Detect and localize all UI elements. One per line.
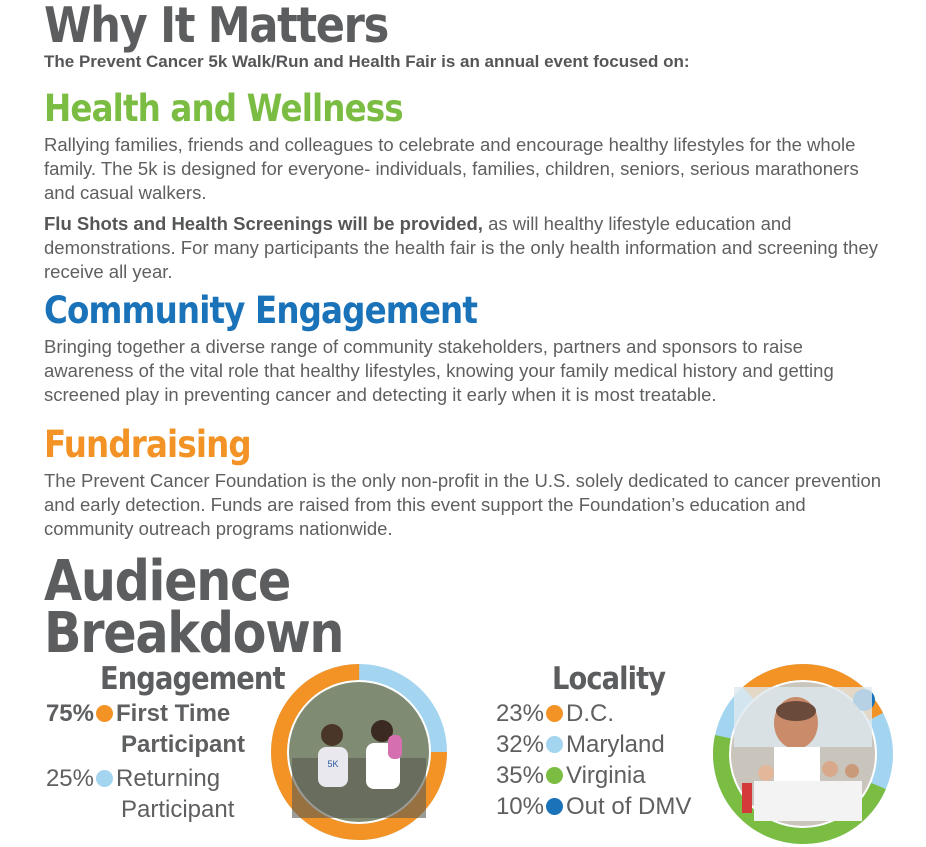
engagement-label: First Time — [116, 700, 231, 727]
engagement-label-line2: Participant — [121, 731, 246, 758]
community-paragraph: Bringing together a diverse range of community stakeholders, partners and sponsors to raise awareness of the vital role that healthy lifestyles, knowing your family medical history and getting screened play in preventing cancer and detecting it early when it is most treatable. — [44, 336, 834, 405]
light-blue-dot-icon — [96, 770, 113, 787]
orange-dot-icon — [546, 705, 563, 722]
blue-dot-icon — [546, 798, 563, 815]
locality-pct: 23% — [495, 700, 544, 727]
locality-donut — [712, 663, 894, 845]
health-paragraph-2 — [44, 212, 894, 284]
health-paragraph-2-rest: as will healthy lifestyle education and demonstrations. For many participants the health fair is the only health information and screening they receive all year. — [44, 213, 878, 282]
light-blue-dot-icon — [546, 736, 563, 753]
orange-dot-icon — [96, 705, 113, 722]
locality-item-maryland — [488, 729, 691, 760]
locality-item-out-of-dmv — [488, 791, 691, 822]
engagement-item-returning — [38, 763, 245, 794]
locality-label: D.C. — [566, 700, 614, 727]
engagement-pct: 75% — [45, 700, 94, 727]
fundraising-heading: Fundraising — [44, 423, 251, 466]
locality-item-virginia — [488, 760, 691, 791]
locality-label: Out of DMV — [566, 793, 692, 820]
engagement-item-first-time — [38, 698, 245, 729]
community-heading: Community Engagement — [44, 289, 478, 332]
locality-pct: 35% — [495, 762, 544, 789]
audience-heading-line1: Audience — [44, 549, 290, 614]
engagement-pct: 25% — [45, 765, 94, 792]
engagement-label: Returning — [116, 765, 221, 792]
locality-heading: Locality — [552, 661, 666, 697]
engagement-heading: Engagement — [100, 661, 285, 697]
health-paragraph-1: Rallying families, friends and colleagues to celebrate and encourage healthy lifestyles for the whole family. The 5k is designed for everyone- individuals, families, children, seniors, serious marathoners and casual walkers. — [44, 134, 859, 203]
locality-legend — [488, 698, 691, 822]
health-paragraph-2-bold: Flu Shots and Health Screenings will be provided, — [44, 213, 483, 234]
engagement-label-line2: Participant — [121, 796, 235, 823]
why-it-matters-heading: Why It Matters — [44, 0, 388, 54]
locality-pct: 32% — [495, 731, 544, 758]
audience-heading-line2: Breakdown — [44, 601, 344, 666]
svg-text:5K: 5K — [327, 759, 339, 769]
fundraising-paragraph: The Prevent Cancer Foundation is the only non-profit in the U.S. solely dedicated to cancer prevention and early detection. Funds are raised from this event support the Foundation’s education and community outreach programs nationwide. — [44, 470, 882, 539]
why-intro: The Prevent Cancer 5k Walk/Run and Health Fair is an annual event focused on: — [44, 52, 690, 71]
green-dot-icon — [546, 767, 563, 784]
locality-label: Virginia — [566, 762, 646, 789]
engagement-donut — [270, 663, 448, 841]
locality-item-dc — [488, 698, 691, 729]
engagement-legend — [38, 698, 245, 825]
health-heading: Health and Wellness — [44, 87, 403, 130]
locality-label: Maryland — [566, 731, 665, 758]
locality-pct: 10% — [495, 793, 544, 820]
